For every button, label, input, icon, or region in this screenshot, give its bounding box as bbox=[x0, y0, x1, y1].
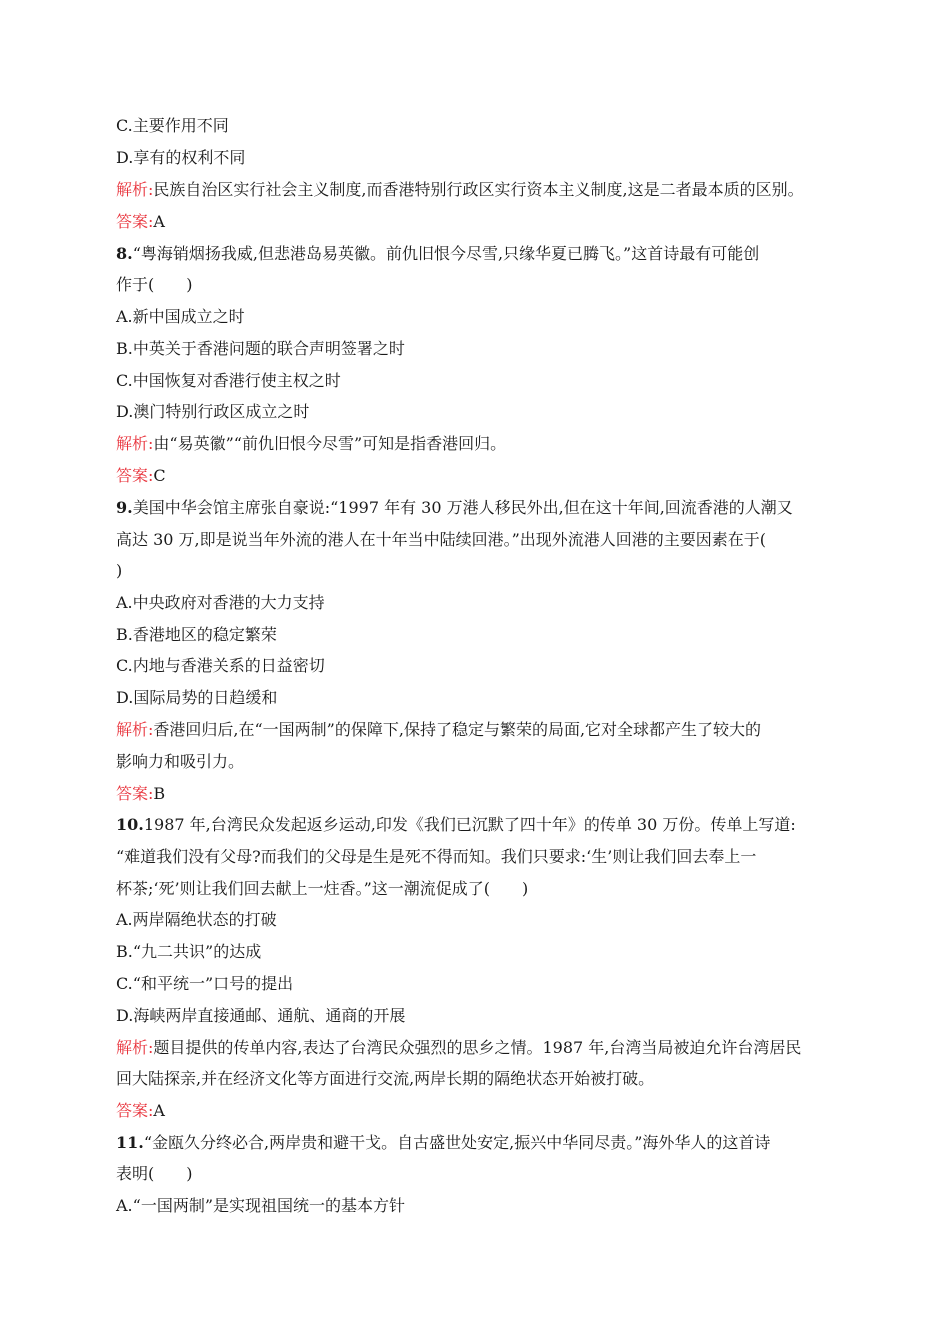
question-number: 11. bbox=[116, 1133, 144, 1152]
q10-option-a: A.两岸隔绝状态的打破 bbox=[116, 910, 277, 929]
q7-option-d: D.享有的权利不同 bbox=[116, 148, 246, 167]
answer-label: 答案: bbox=[116, 1101, 154, 1120]
analysis-text: 由“易英徽”“前仇旧恨今尽雪”可知是指香港回归。 bbox=[153, 434, 507, 453]
q8-option-a: A.新中国成立之时 bbox=[116, 307, 245, 326]
analysis-label: 解析: bbox=[116, 720, 154, 739]
q8-analysis bbox=[116, 434, 846, 454]
q8-stem bbox=[116, 244, 846, 264]
q10-analysis-cont: 回大陆探亲,并在经济文化等方面进行交流,两岸长期的隔绝状态开始被打破。 bbox=[116, 1069, 655, 1088]
answer-value: C bbox=[153, 466, 166, 485]
q9-option-b: B.香港地区的稳定繁荣 bbox=[116, 625, 277, 644]
answer-label: 答案: bbox=[116, 784, 154, 803]
q11-option-a: A.“一国两制”是实现祖国统一的基本方针 bbox=[116, 1196, 406, 1215]
answer-value: A bbox=[153, 1101, 165, 1120]
q9-option-a: A.中央政府对香港的大力支持 bbox=[116, 593, 325, 612]
q10-stem-cont2: 杯茶;‘死’则让我们回去献上一炷香。”这一潮流促成了( ) bbox=[116, 879, 529, 898]
q9-analysis bbox=[116, 720, 846, 740]
q9-option-d: D.国际局势的日趋缓和 bbox=[116, 688, 278, 707]
q11-stem-cont: 表明( ) bbox=[116, 1164, 193, 1183]
answer-label: 答案: bbox=[116, 466, 154, 485]
question-number: 9. bbox=[116, 498, 133, 517]
analysis-label: 解析: bbox=[116, 180, 154, 199]
question-number: 10. bbox=[116, 815, 144, 834]
q9-stem-cont2: ) bbox=[116, 561, 123, 580]
q8-option-d: D.澳门特别行政区成立之时 bbox=[116, 402, 310, 421]
answer-value: B bbox=[153, 784, 166, 803]
q8-option-c: C.中国恢复对香港行使主权之时 bbox=[116, 371, 341, 390]
q7-answer bbox=[116, 212, 846, 232]
analysis-label: 解析: bbox=[116, 1038, 154, 1057]
q10-stem bbox=[116, 815, 846, 835]
q10-option-b: B.“九二共识”的达成 bbox=[116, 942, 262, 961]
question-text: “金瓯久分终必合,两岸贵和避干戈。自古盛世处安定,振兴中华同尽责。”海外华人的这首诗 bbox=[143, 1133, 771, 1152]
analysis-text: 香港回归后,在“一国两制”的保障下,保持了稳定与繁荣的局面,它对全球都产生了较大的 bbox=[153, 720, 762, 739]
q10-stem-cont: “难道我们没有父母?而我们的父母是生是死不得而知。我们只要求:‘生’则让我们回去奉上一 bbox=[116, 847, 757, 866]
q10-option-c: C.“和平统一”口号的提出 bbox=[116, 974, 294, 993]
q10-analysis bbox=[116, 1038, 846, 1058]
q10-answer bbox=[116, 1101, 846, 1121]
q7-option-c: C.主要作用不同 bbox=[116, 116, 229, 135]
q8-answer bbox=[116, 466, 846, 486]
question-text: 1987 年,台湾民众发起返乡运动,印发《我们已沉默了四十年》的传单 30 万份。传单上写道: bbox=[143, 815, 796, 834]
answer-label: 答案: bbox=[116, 212, 154, 231]
q9-analysis-cont: 影响力和吸引力。 bbox=[116, 752, 245, 771]
answer-value: A bbox=[153, 212, 165, 231]
q9-option-c: C.内地与香港关系的日益密切 bbox=[116, 656, 325, 675]
question-text: 美国中华会馆主席张自豪说:“1997 年有 30 万港人移民外出,但在这十年间,回流香港的人潮又 bbox=[132, 498, 793, 517]
question-number: 8. bbox=[116, 244, 133, 263]
q9-answer bbox=[116, 784, 846, 804]
question-text: “粤海销烟扬我威,但悲港岛易英徽。前仇旧恨今尽雪,只缘华夏已腾飞。”这首诗最有可能创 bbox=[132, 244, 760, 263]
q8-option-b: B.中英关于香港问题的联合声明签署之时 bbox=[116, 339, 405, 358]
q10-option-d: D.海峡两岸直接通邮、通航、通商的开展 bbox=[116, 1006, 406, 1025]
analysis-text: 题目提供的传单内容,表达了台湾民众强烈的思乡之情。1987 年,台湾当局被迫允许台湾居民 bbox=[153, 1038, 802, 1057]
q7-analysis bbox=[116, 180, 846, 200]
analysis-label: 解析: bbox=[116, 434, 154, 453]
q11-stem bbox=[116, 1133, 846, 1153]
q9-stem-cont: 高达 30 万,即是说当年外流的港人在十年当中陆续回港。”出现外流港人回港的主要因素在于( bbox=[116, 530, 767, 549]
q9-stem bbox=[116, 498, 846, 518]
analysis-text: 民族自治区实行社会主义制度,而香港特别行政区实行资本主义制度,这是二者最本质的区别。 bbox=[153, 180, 804, 199]
q8-stem-cont: 作于( ) bbox=[116, 275, 193, 294]
